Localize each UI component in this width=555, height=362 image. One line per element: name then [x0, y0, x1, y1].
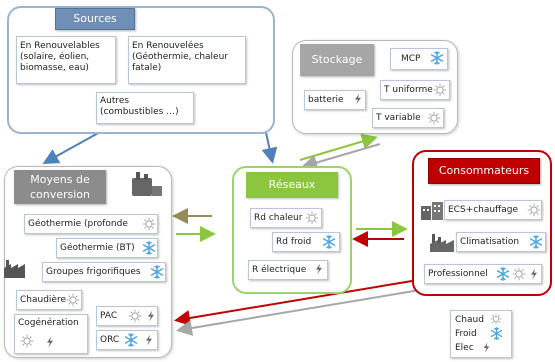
reseaux-rd-chaleur-sun-icon [305, 211, 319, 225]
reseaux-rd-chaleur-label: Rd chaleur [254, 213, 303, 223]
moyens-chaudiere-sun-icon [66, 293, 80, 307]
sources-enr-line2: (solaire, éolien, [20, 52, 90, 62]
stockage-mcp-label: MCP [401, 54, 421, 64]
factory-boiler-icon [128, 172, 164, 198]
consommateurs-professionnel-snowflake-icon [496, 267, 510, 281]
reseaux-title: Réseaux [268, 178, 316, 191]
industry-icon [430, 232, 454, 252]
moyens-pac-lightning-icon [145, 310, 157, 322]
reseaux-r-electrique-lightning-icon [313, 263, 325, 275]
sources-enr-box [16, 36, 116, 84]
sources-enrr-line1: En Renouvelées [132, 41, 204, 51]
legend-elec-label: Elec [455, 343, 474, 353]
consommateurs-climatisation-snowflake-icon [529, 235, 543, 249]
legend-elec-lightning-icon [481, 342, 492, 353]
consommateurs-professionnel-label: Professionnel [428, 269, 488, 279]
stockage-tuniforme-sun-icon [433, 83, 447, 97]
moyens-cogeneration-sun-icon [20, 334, 34, 348]
stockage-mcp-snowflake-icon [430, 51, 444, 65]
sources-enr-line1: En Renouvelables [20, 41, 100, 51]
reseaux-rd-froid-snowflake-icon [322, 235, 336, 249]
consommateurs-header [428, 158, 540, 184]
moyens-groupes-frigorifiques-label: Groupes frigorifiques [46, 267, 141, 277]
sources-autres-box [96, 92, 194, 124]
consommateurs-ecs-label: ECS+chauffage [448, 205, 519, 215]
sources-enrr-box [128, 36, 246, 84]
sources-enr-line3: biomasse, eau) [20, 63, 89, 73]
sources-title: Sources [73, 12, 117, 25]
consommateurs-title: Consommateurs [438, 164, 530, 177]
consommateurs-ecs-sun-icon [527, 203, 541, 217]
moyens-header [14, 170, 106, 204]
stockage-tvariable-label: T variable [376, 113, 421, 123]
sources-enrr-line3: fatale) [132, 63, 162, 73]
moyens-orc-snowflake-icon [124, 333, 138, 347]
sources-autres-line1: Autres [100, 96, 130, 106]
sources-autres-line2: (combustibles …) [100, 107, 179, 117]
moyens-groupes-frigorifiques-box[interactable] [42, 262, 166, 282]
moyens-pac-sun-icon [128, 309, 142, 323]
houses-icon [420, 200, 444, 220]
stockage-header [300, 44, 374, 76]
stockage-tvariable-sun-icon [427, 111, 441, 125]
stockage-batterie-lightning-icon [352, 93, 364, 105]
sources-enrr-line2: (Géothermie, chaleur [132, 52, 228, 62]
stockage-title: Stockage [311, 53, 363, 66]
moyens-groupes-frigorifiques-snowflake-icon [150, 265, 164, 279]
moyens-chaudiere-label: Chaudière [20, 295, 66, 305]
consommateurs-professionnel-sun-icon [512, 267, 526, 281]
moyens-pac-label: PAC [100, 311, 118, 321]
consommateurs-professionnel-lightning-icon [528, 268, 540, 280]
stockage-tuniforme-label: T uniforme [384, 85, 433, 95]
factory-icon [4, 258, 30, 278]
reseaux-rd-froid-label: Rd froid [276, 237, 312, 247]
sources-header [55, 8, 135, 30]
stockage-batterie-label: batterie [308, 95, 344, 105]
reseaux-r-electrique-label: R électrique [252, 265, 307, 275]
legend-chaud-sun-icon [490, 313, 502, 325]
moyens-geothermie-bt-label: Géothermie (BT) [60, 243, 135, 253]
moyens-cogeneration-label: Cogénération [18, 318, 79, 328]
arrow-consommateurs-to-moyens-gray [180, 290, 420, 330]
moyens-title-line1: Moyens de [30, 173, 90, 186]
legend-froid-label: Froid [455, 329, 477, 339]
moyens-geothermie-profonde-label: Géothermie (profonde [28, 219, 128, 229]
moyens-geothermie-bt-snowflake-icon [142, 241, 156, 255]
legend-chaud-label: Chaud [455, 315, 484, 325]
consommateurs-climatisation-label: Climatisation [460, 237, 520, 247]
moyens-cogeneration-lightning-icon [44, 336, 56, 348]
moyens-geothermie-profonde-box[interactable] [24, 214, 158, 234]
reseaux-header [246, 172, 338, 198]
arrow-sources-to-moyens [46, 132, 100, 162]
moyens-geothermie-profonde-sun-icon [142, 217, 156, 231]
legend-froid-snowflake-icon [490, 327, 503, 340]
moyens-orc-label: ORC [100, 335, 120, 345]
moyens-title-line2: conversion [29, 188, 91, 201]
moyens-orc-lightning-icon [143, 334, 155, 346]
